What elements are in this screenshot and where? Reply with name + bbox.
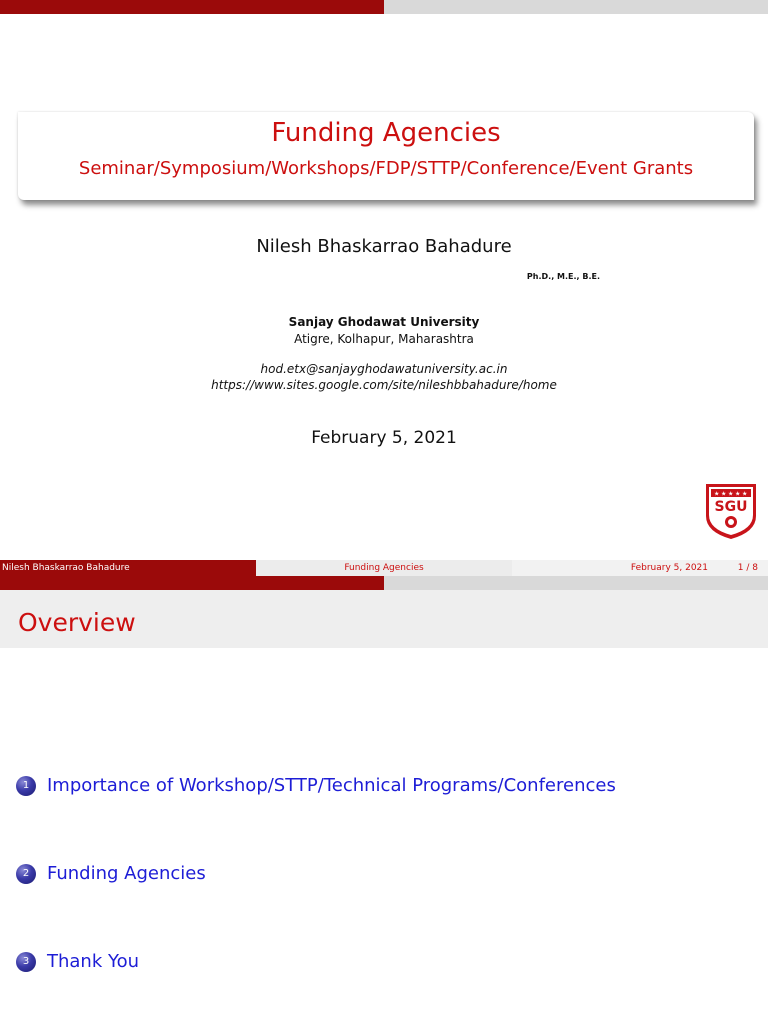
author-website: https://www.sites.google.com/site/nileshbbahadure/home [211, 378, 557, 392]
top-bar-red [0, 576, 384, 590]
svg-text:★: ★ [728, 490, 734, 498]
svg-text:★: ★ [735, 490, 741, 498]
footer-right [512, 560, 768, 576]
svg-text:★: ★ [742, 490, 748, 498]
presentation-title: Funding Agencies [271, 118, 501, 148]
top-bar-gray [384, 0, 768, 14]
frame-header [0, 590, 768, 648]
top-bar-gray [384, 576, 768, 590]
toc-link-label[interactable]: Thank You [47, 951, 140, 972]
toc-link-label[interactable]: Importance of Workshop/STTP/Technical Programs/Conferences [47, 775, 616, 796]
footer-date: February 5, 2021 [630, 563, 708, 573]
toc-link-label[interactable]: Funding Agencies [47, 863, 206, 884]
overview-slide [0, 576, 768, 1024]
title-box [18, 112, 754, 200]
university-name: Sanjay Ghodawat University [288, 315, 480, 329]
logo-text: SGU [714, 499, 748, 515]
sgu-logo-icon [704, 482, 758, 540]
footer-bar [0, 560, 768, 576]
toc-number-badge: 1 [16, 776, 36, 796]
toc-number-badge: 2 [16, 864, 36, 884]
top-bar-red [0, 0, 384, 14]
svg-text:★: ★ [721, 490, 727, 498]
top-bar [0, 0, 768, 14]
footer-author: Nilesh Bhaskarrao Bahadure [0, 560, 256, 576]
footer-page-number: 1 / 8 [737, 563, 758, 573]
svg-text:★: ★ [714, 490, 720, 498]
author-email: hod.etx@sanjayghodawatuniversity.ac.in [260, 362, 508, 376]
toc-number-badge: 3 [16, 952, 36, 972]
presentation-date: February 5, 2021 [311, 428, 457, 448]
author-name: Nilesh Bhaskarrao Bahadure [256, 236, 512, 257]
presentation-subtitle: Seminar/Symposium/Workshops/FDP/STTP/Conference/Event Grants [78, 158, 694, 179]
top-bar [0, 576, 768, 590]
author-degrees: Ph.D., M.E., B.E. [526, 272, 600, 281]
university-location: Atigre, Kolhapur, Maharashtra [294, 332, 474, 346]
footer-title: Funding Agencies [256, 560, 512, 576]
frame-title: Overview [18, 608, 136, 637]
